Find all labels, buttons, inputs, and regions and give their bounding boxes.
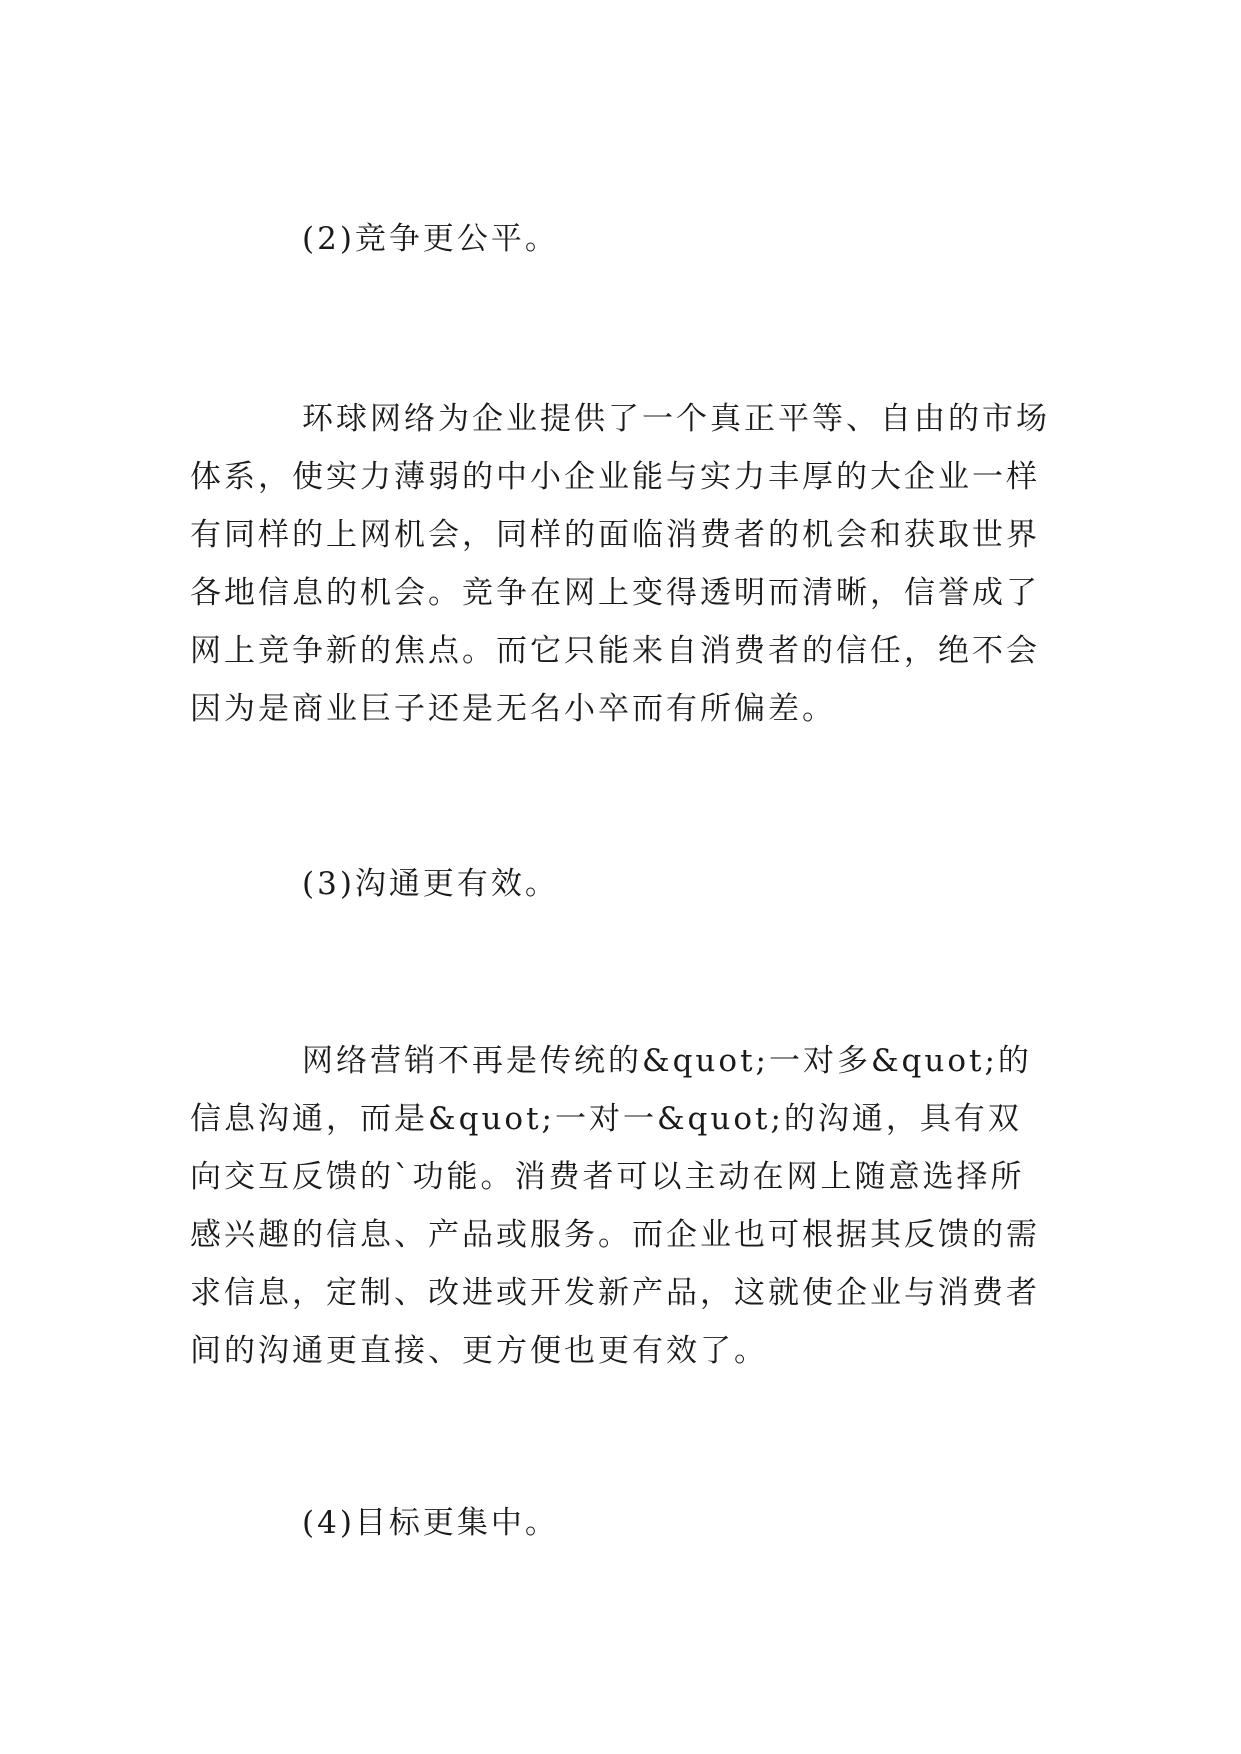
section-heading-fair-competition: (2)竞争更公平。 <box>302 221 559 257</box>
paragraph-effective-communication: 网络营销不再是传统的&quot;一对多&quot;的信息沟通，而是&quot;一对一&quot;的沟通，具有双向交互反馈的`功能。消费者可以主动在网上随意选择所感兴趣的信息、产品或服务。而企业也可根据其反馈的需求信息，定制、改进或开发新产品，这就使企业与消费者间的沟通更直接、更方便也更有效了。 <box>190 1043 1040 1369</box>
section-heading-effective-communication: (3)沟通更有效。 <box>302 866 559 902</box>
paragraph-fair-competition: 环球网络为企业提供了一个真正平等、自由的市场体系，使实力薄弱的中小企业能与实力丰厚的大企业一样有同样的上网机会，同样的面临消费者的机会和获取世界各地信息的机会。竞争在网上变得透明而清晰，信誉成了网上竞争新的焦点。而它只能来自消费者的信任，绝不会因为是商业巨子还是无名小卒而有所偏差。 <box>190 401 1050 727</box>
section-heading-focused-targets: (4)目标更集中。 <box>302 1505 559 1541</box>
